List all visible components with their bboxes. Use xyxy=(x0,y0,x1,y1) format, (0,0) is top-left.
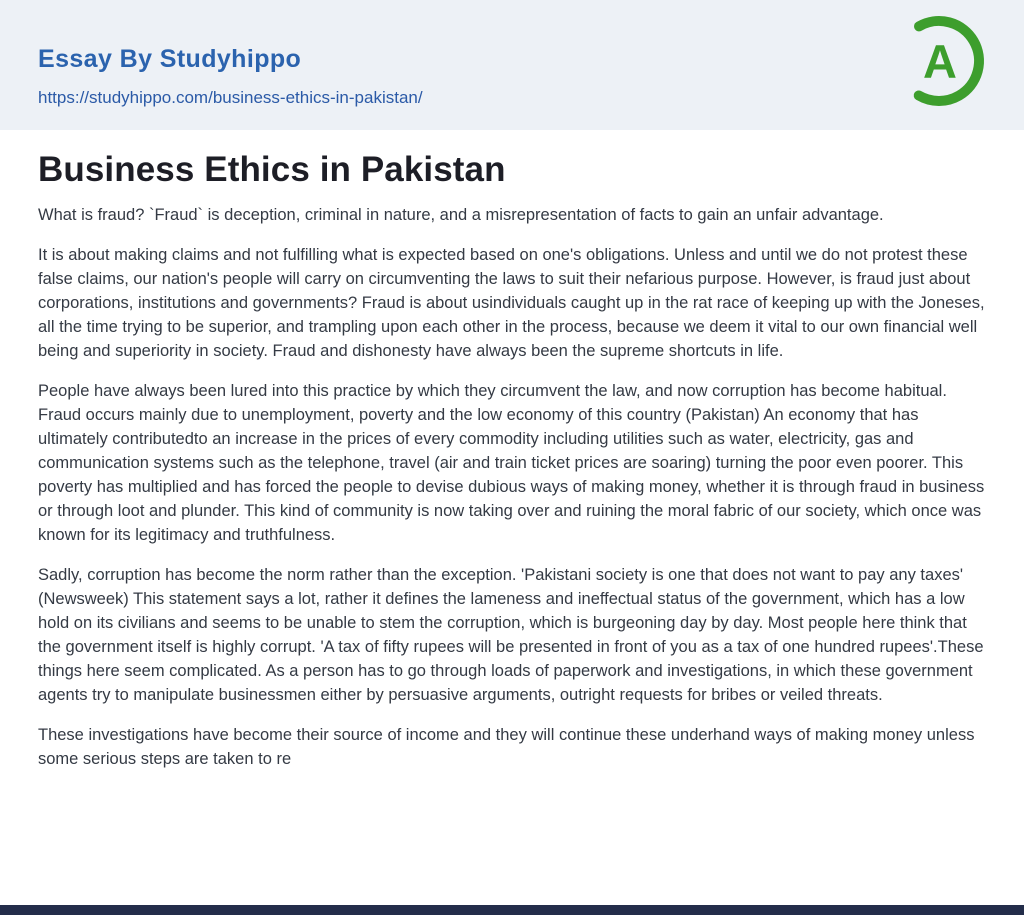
logo-letter: A xyxy=(923,35,957,88)
essay-paragraph: People have always been lured into this practice by which they circumvent the law, and now corruption has become habitual. Fraud occurs mainly due to unemployment, poverty and the low economy of this country (Pakistan) An economy that has ultimately contributedto an increase in the prices of every commodity including utilities such as water, electricity, gas and communication systems such as the telephone, travel (air and train ticket prices are soaring) turning the poor even poorer. This poverty has multiplied and has forced the people to devise dubious ways of making money, whether it is through fraud in business or through loot and plunder. This kind of community is now taking over and ruining the moral fabric of our society, which once was known for its legitimacy and truthfulness. xyxy=(38,382,985,544)
essay-paragraph: It is about making claims and not fulfilling what is expected based on one's obligations. Unless and until we do not protest these false claims, our nation's people will carry on circumventing the laws to suit their nefarious purpose. However, is fraud just about corporations, institutions and governments? Fraud is about usindividuals caught up in the rat race of keeping up with the Joneses, all the time trying to be superior, and trampling upon each other in the process, because we deem it vital to our own financial well being and superiority in society. Fraud and dishonesty have always been the supreme shortcuts in life. xyxy=(38,246,985,360)
essay-body xyxy=(38,203,986,771)
article-content xyxy=(0,150,1024,771)
site-label: Essay By Studyhippo xyxy=(38,45,302,73)
essay-paragraph: What is fraud? `Fraud` is deception, criminal in nature, and a misrepresentation of facts to gain an unfair advantage. xyxy=(38,206,884,224)
page-url-link[interactable]: https://studyhippo.com/business-ethics-in-pakistan/ xyxy=(38,88,423,107)
page-header xyxy=(0,0,1024,130)
open-circle-logo-icon xyxy=(892,14,986,108)
essay-paragraph: Sadly, corruption has become the norm rather than the exception. 'Pakistani society is one that does not want to pay any taxes' (Newsweek) This statement says a lot, rather it defines the lameness and ineffectual status of the government, which has a low hold on its civilians and seems to be unable to stem the corruption, which is burgeoning day by day. Most people here think that the government itself is highly corrupt. 'A tax of fifty rupees will be presented in front of you as a tax of one hundred rupees'.These things here seem complicated. As a person has to go through loads of paperwork and investigations, in which these government agents try to manipulate businessmen either by persuasive arguments, outright requests for bribes or veiled threats. xyxy=(38,566,984,704)
essay-paragraph: These investigations have become their source of income and they will continue these underhand ways of making money unless some serious steps are taken to re xyxy=(38,726,975,768)
footer-bar xyxy=(0,905,1024,915)
article-title: Business Ethics in Pakistan xyxy=(38,150,506,189)
studyhippo-logo[interactable] xyxy=(892,14,986,108)
